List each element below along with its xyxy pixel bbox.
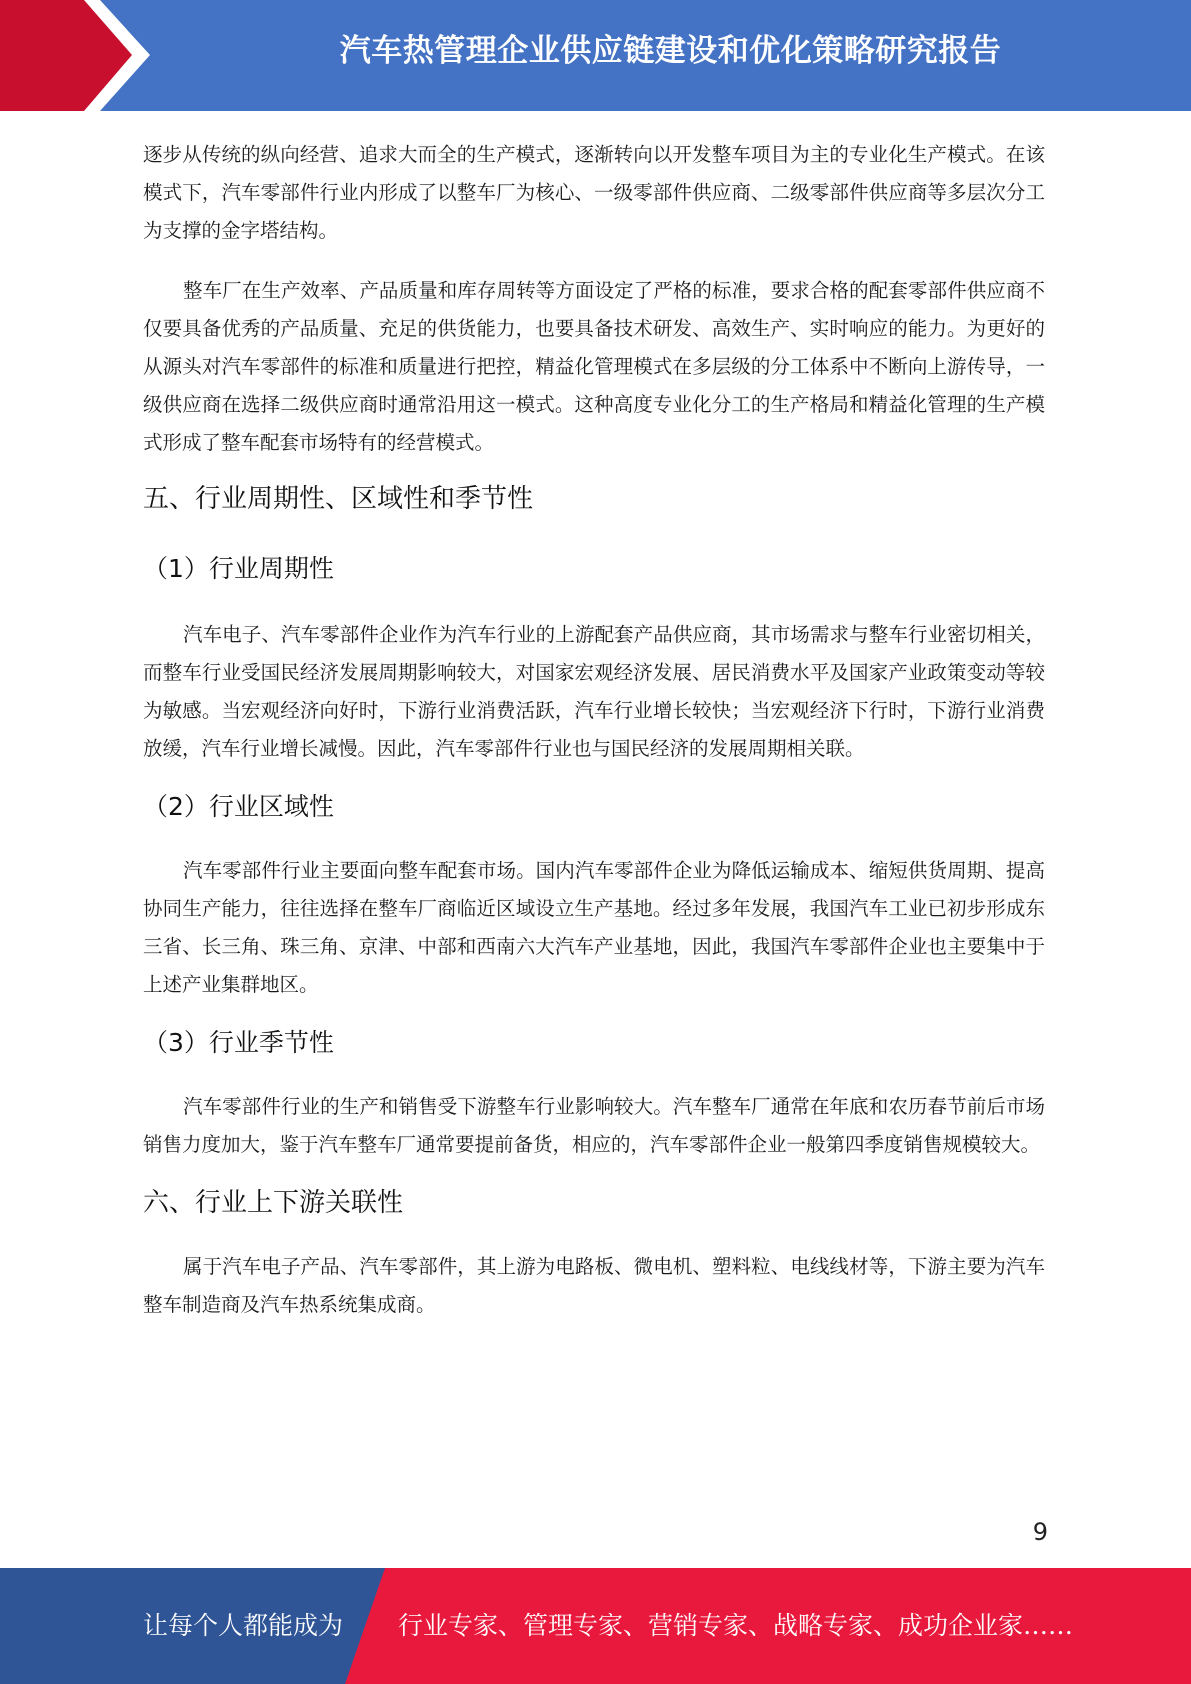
paragraph-production-model: 逐步从传统的纵向经营、追求大而全的生产模式，逐渐转向以开发整车项目为主的专业化生产模式。在该模式下，汽车零部件行业内形成了以整车厂为核心、一级零部件供应商、二级零部件供应商等多层次分工为支撑的金字塔结构。 [143, 143, 1045, 242]
heading-section-five: 五、行业周期性、区域性和季节性 [143, 484, 534, 514]
heading-industry-regionality: （2）行业区域性 [143, 792, 334, 821]
report-title: 汽车热管理企业供应链建设和优化策略研究报告 [339, 33, 1002, 69]
page-header [0, 0, 1191, 111]
paragraph-upstream-downstream: 属于汽车电子产品、汽车零部件，其上游为电路板、微电机、塑料粒、电线线材等，下游主要为汽车整车制造商及汽车热系统集成商。 [143, 1255, 1045, 1316]
heading-section-six: 六、行业上下游关联性 [143, 1188, 404, 1218]
footer-slogan-left: 让每个人都能成为 [143, 1611, 344, 1640]
page-footer [0, 1568, 1191, 1684]
footer-slogan-right: 行业专家、管理专家、营销专家、战略专家、成功企业家…… [398, 1611, 1074, 1640]
paragraph-industry-seasonality: 汽车零部件行业的生产和销售受下游整车行业影响较大。汽车整车厂通常在年底和农历春节前后市场销售力度加大，鉴于汽车整车厂通常要提前备货，相应的，汽车零部件企业一般第四季度销售规模较大。 [143, 1095, 1045, 1156]
paragraph-industry-cyclicality: 汽车电子、汽车零部件企业作为汽车行业的上游配套产品供应商，其市场需求与整车行业密切相关，而整车行业受国民经济发展周期影响较大，对国家宏观经济发展、居民消费水平及国家产业政策变动等较为敏感。当宏观经济向好时，下游行业消费活跃，汽车行业增长较快；当宏观经济下行时，下游行业消费放缓，汽车行业增长减慢。因此，汽车零部件行业也与国民经济的发展周期相关联。 [143, 623, 1045, 760]
page-content [143, 136, 1045, 1324]
page-number: 9 [1032, 1518, 1048, 1546]
paragraph-industry-regionality: 汽车零部件行业主要面向整车配套市场。国内汽车零部件企业为降低运输成本、缩短供货周期、提高协同生产能力，往往选择在整车厂商临近区域设立生产基地。经过多年发展，我国汽车工业已初步形成东三省、长三角、珠三角、京津、中部和西南六大汽车产业基地，因此，我国汽车零部件企业也主要集中于上述产业集群地区。 [143, 859, 1045, 996]
paragraph-oem-standards: 整车厂在生产效率、产品质量和库存周转等方面设定了严格的标准，要求合格的配套零部件供应商不仅要具备优秀的产品质量、充足的供货能力，也要具备技术研发、高效生产、实时响应的能力。为更好的从源头对汽车零部件的标准和质量进行把控，精益化管理模式在多层级的分工体系中不断向上游传导，一级供应商在选择二级供应商时通常沿用这一模式。这种高度专业化分工的生产格局和精益化管理的生产模式形成了整车配套市场特有的经营模式。 [143, 279, 1045, 454]
heading-industry-cyclicality: （1）行业周期性 [143, 554, 334, 583]
heading-industry-seasonality: （3）行业季节性 [143, 1028, 334, 1057]
